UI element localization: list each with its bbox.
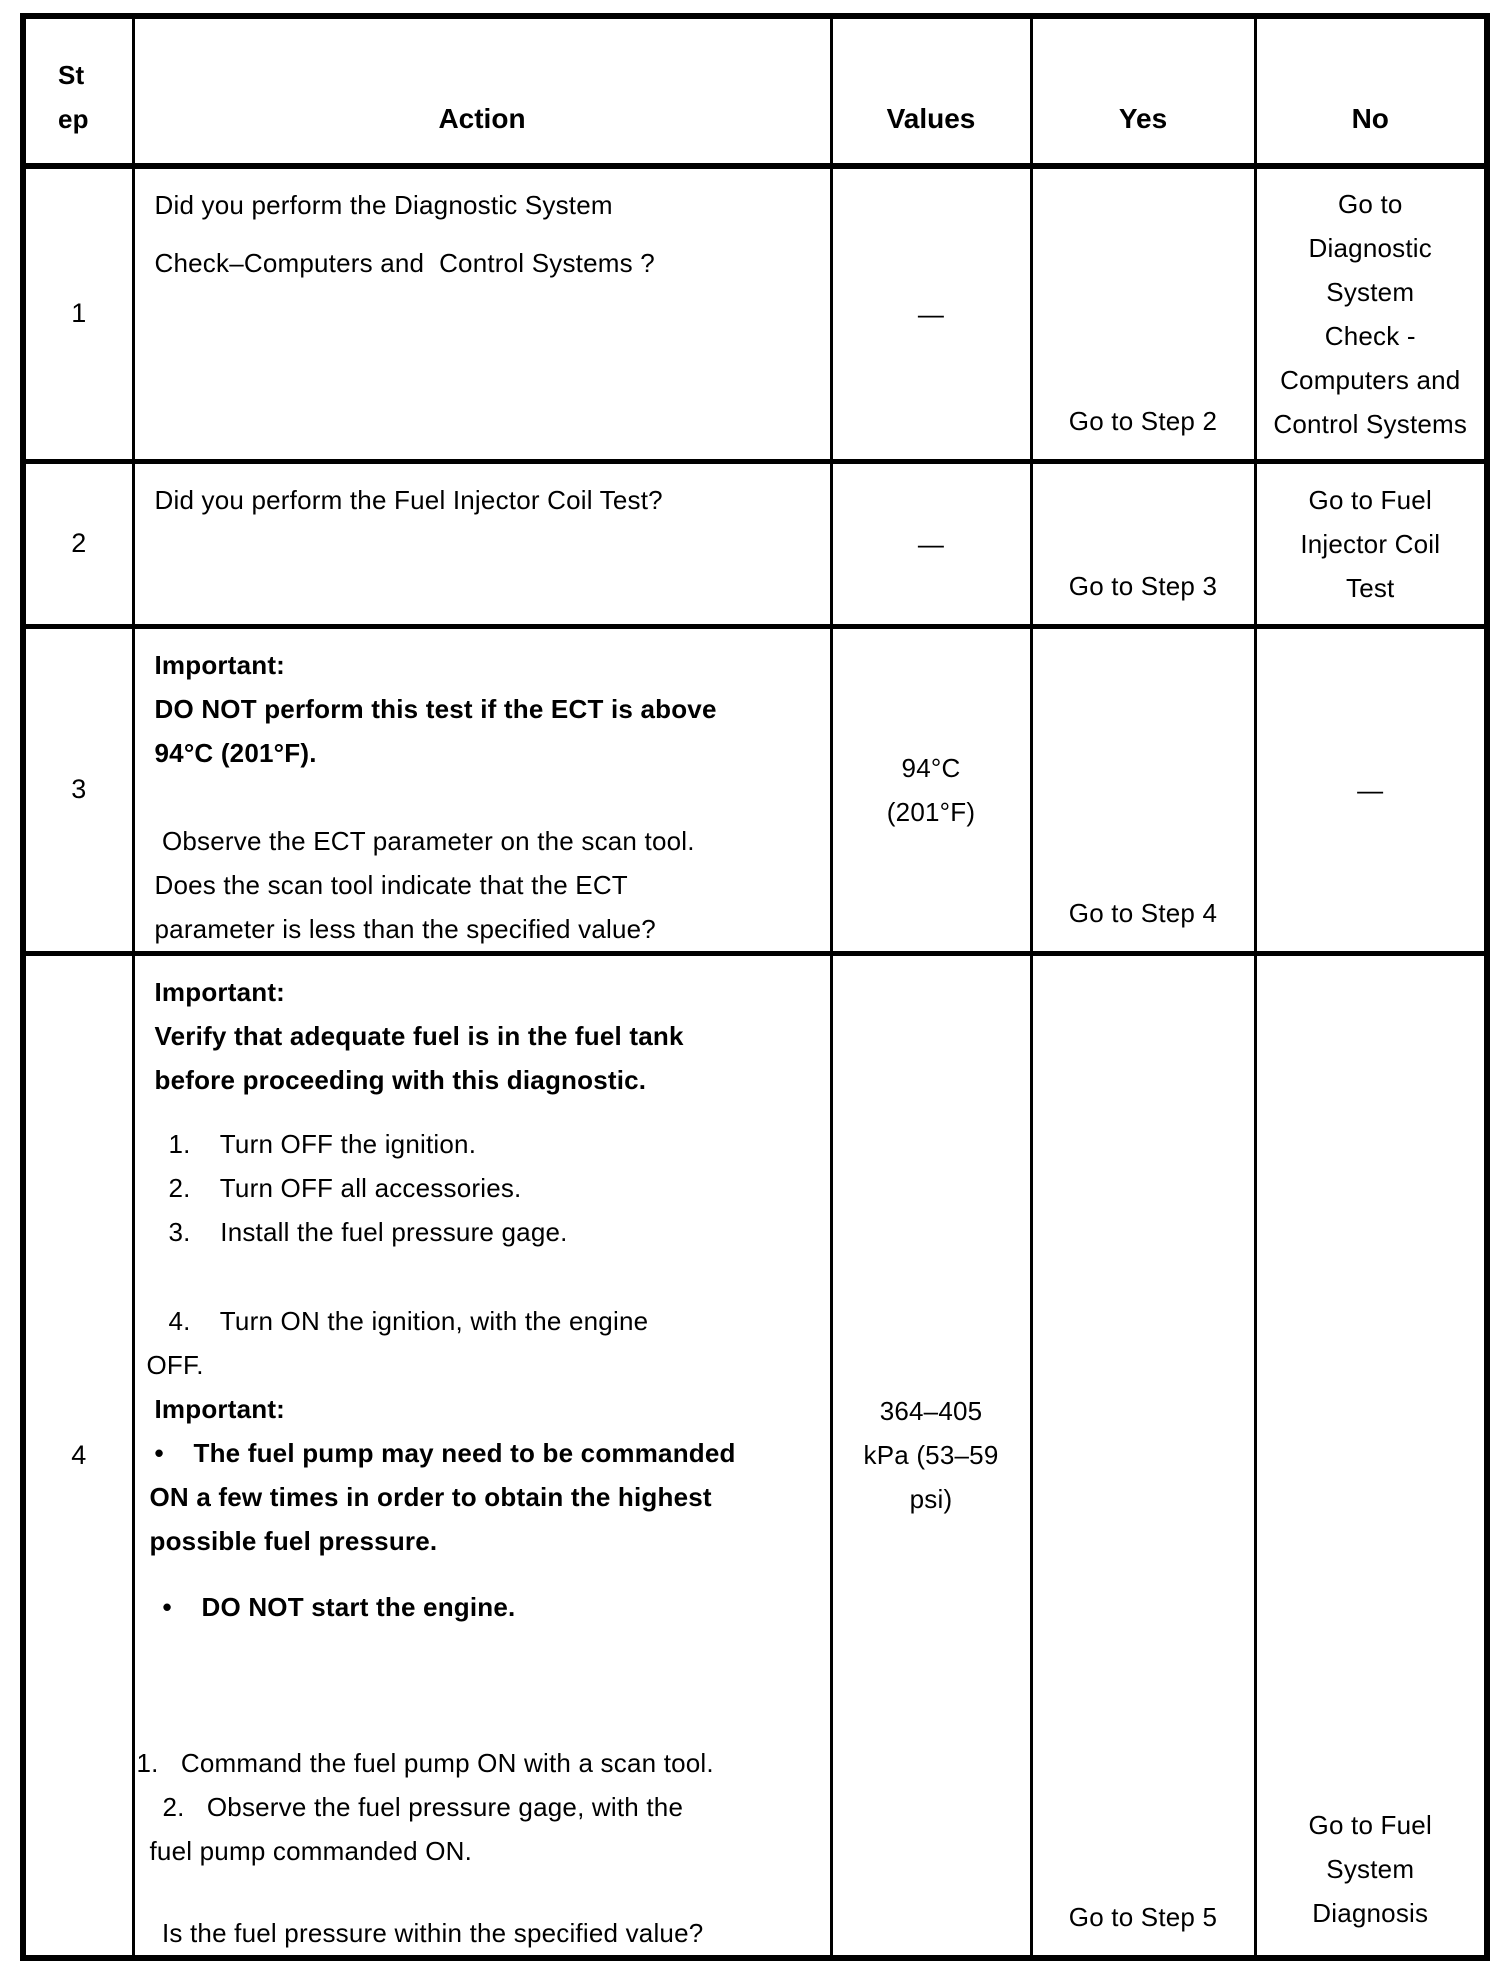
header-cell-action: Action [133, 16, 831, 166]
step-number: 1 [23, 166, 133, 461]
step-number: 3 [23, 626, 133, 953]
action-line: Did you perform the Diagnostic System [154, 190, 613, 220]
values-line: psi) [909, 1484, 953, 1515]
action-line: possible fuel pressure. [149, 1525, 438, 1556]
yes-cell [1031, 166, 1255, 461]
yes-cell [1031, 953, 1255, 1958]
values-cell [831, 953, 1031, 1958]
values-line: (201°F) [886, 796, 976, 827]
no-line: Check - [1324, 320, 1416, 351]
values-cell [831, 166, 1031, 461]
values-line: — [917, 298, 945, 329]
action-line: Observe the ECT parameter on the scan tool. [154, 825, 695, 856]
diagnostic-steps-table [20, 13, 1490, 1961]
action-bullet-item: • DO NOT start the engine. [162, 1591, 516, 1622]
no-line: Diagnostic [1308, 232, 1432, 263]
values-line: 94°C [901, 752, 961, 783]
header-step-line1: St [58, 60, 85, 90]
yes-text: Go to Step 5 [1068, 1902, 1218, 1932]
action-bullet-item: • The fuel pump may need to be commanded [154, 1437, 736, 1468]
no-line: Control Systems [1273, 408, 1468, 439]
yes-text: Go to Step 3 [1068, 570, 1218, 601]
action-line: before proceeding with this diagnostic. [154, 1064, 647, 1095]
action-line-important: Important: [154, 976, 286, 1007]
action-line: Verify that adequate fuel is in the fuel tank [154, 1020, 684, 1051]
action-question-line: Is the fuel pressure within the specified value? [154, 1917, 704, 1948]
step-number: 2 [23, 461, 133, 626]
no-line: Go to Fuel [1308, 484, 1432, 515]
header-row [23, 16, 1487, 166]
no-cell [1255, 166, 1487, 461]
yes-text: Go to Step 2 [1068, 405, 1218, 436]
action-list-item: 1. Turn OFF the ignition. [168, 1128, 477, 1159]
no-cell [1255, 626, 1487, 953]
no-line: Test [1346, 572, 1395, 603]
values-cell [831, 461, 1031, 626]
no-line: System [1326, 1854, 1415, 1884]
yes-text: Go to Step 4 [1068, 897, 1218, 928]
table-row-step-3 [23, 626, 1487, 953]
header-cell-step [23, 16, 133, 166]
action-line-important: Important: [154, 1393, 286, 1424]
action-list-item: 1. Command the fuel pump ON with a scan tool. [136, 1747, 714, 1778]
action-cell [133, 626, 831, 953]
yes-cell [1031, 626, 1255, 953]
action-line: parameter is less than the specified value? [154, 913, 656, 944]
no-line: — [1357, 774, 1384, 805]
action-line: fuel pump commanded ON. [149, 1835, 473, 1866]
no-line: System [1326, 276, 1415, 307]
action-cell [133, 461, 831, 626]
action-line: Check–Computers and Control Systems ? [154, 248, 655, 278]
no-cell [1255, 953, 1487, 1958]
action-list-item: 2. Turn OFF all accessories. [168, 1172, 522, 1203]
table-row-step-1 [23, 166, 1487, 461]
no-line: Diagnosis [1312, 1898, 1429, 1928]
action-line: Did you perform the Fuel Injector Coil Test? [154, 484, 663, 515]
action-cell [133, 953, 831, 1958]
no-line: Go to [1337, 188, 1403, 219]
values-cell [831, 626, 1031, 953]
header-cell-yes: Yes [1031, 16, 1255, 166]
action-line: ON a few times in order to obtain the highest [149, 1481, 712, 1512]
values-line: — [917, 528, 945, 559]
no-line: Computers and [1280, 364, 1461, 395]
action-line: OFF. [146, 1349, 204, 1380]
action-line: Does the scan tool indicate that the ECT [154, 869, 628, 900]
action-line-important: Important: [154, 649, 286, 680]
no-line: Go to Fuel [1308, 1810, 1432, 1840]
no-line: Injector Coil [1300, 528, 1441, 559]
step-number: 4 [23, 953, 133, 1958]
action-cell [133, 166, 831, 461]
action-list-item: 4. Turn ON the ignition, with the engine [168, 1305, 649, 1336]
values-line: 364–405 [879, 1396, 983, 1427]
action-list-item: 3. Install the fuel pressure gage. [168, 1216, 568, 1247]
table-row-step-4 [23, 953, 1487, 1958]
yes-cell [1031, 461, 1255, 626]
action-list-item: 2. Observe the fuel pressure gage, with the [162, 1791, 684, 1822]
header-step-line2: ep [58, 104, 89, 134]
action-line: 94°C (201°F). [154, 737, 317, 768]
action-line: DO NOT perform this test if the ECT is above [154, 693, 717, 724]
action-line-blank [155, 775, 822, 819]
header-cell-values: Values [831, 16, 1031, 166]
values-line: kPa (53–59 [863, 1440, 999, 1471]
header-cell-no: No [1255, 16, 1487, 166]
table-row-step-2 [23, 461, 1487, 626]
no-cell [1255, 461, 1487, 626]
